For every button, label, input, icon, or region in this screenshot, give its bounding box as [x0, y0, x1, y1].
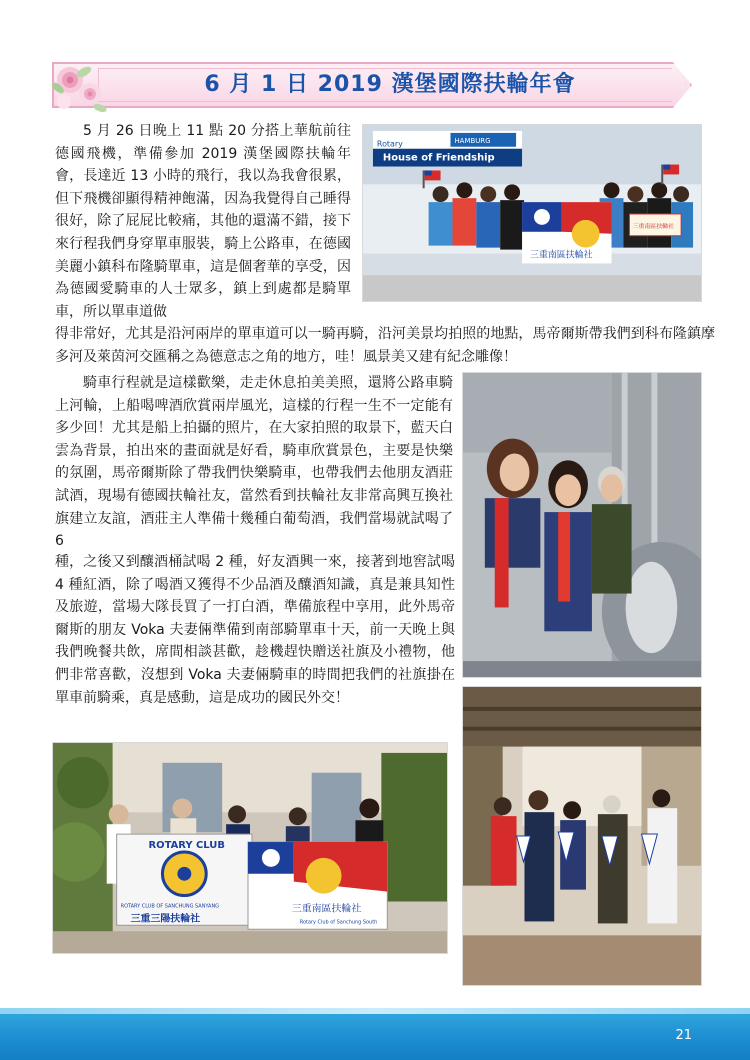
sign-hamburg: HAMBURG: [454, 136, 491, 145]
ph3-banner-left-top: ROTARY CLUB: [148, 840, 225, 851]
sign-house-of-friendship: House of Friendship: [382, 152, 495, 164]
ph1-banner-text: 三重南區扶輪社: [530, 250, 593, 261]
photo-winery-tasting: [462, 372, 702, 678]
paragraph-1-full: 得非常好，尤其是沿河兩岸的單車道可以一騎再騎，沿河美景均拍照的地點，馬帝爾斯帶我們到科布隆鎮摩多河及萊茵河交匯稱之為德意志之角的地方，哇！風景美又建有紀念雕像！: [55, 326, 715, 365]
ph1-small-sign: 三重南區扶輪社: [632, 222, 675, 230]
sanchung-sanyang-banner: [117, 834, 252, 925]
ph3-banner-right-small: Rotary Club of Sanchung South: [299, 919, 378, 926]
paragraph-3: 種，之後又到釀酒桶試喝 2 種，好友酒興一來，接著到地窖試喝 4 種紅酒，除了喝酒又獲得不少品酒及釀酒知識，真是兼具知性及旅遊，當場大隊長買了一打白酒，準備旅程中享用，此外馬帝爾斯的朋友 Voka 夫妻倆準備到南部騎單車十天，前一天晚上與我們晚餐共飲，席間相談甚歡，趁機趕快贈送社旗及小禮物，他們非常喜歡，沒想到 Voka 夫妻倆騎車的時間把我們的社旗掛在單車前騎乘，真是感動，這是成功的國民外交！: [55, 554, 455, 706]
page-number: 21: [675, 1028, 692, 1043]
rotary-flag: [522, 202, 611, 263]
rose-decoration-icon: [50, 58, 110, 118]
paragraph-2: 騎車行程就是這樣歡樂，走走休息拍美美照，還將公路車騎上河輪，上船喝啤酒欣賞兩岸風光，這樣的行程一生不一定能有多少回！尤其是船上拍攝的照片，在大家拍照的取景下，藍天白雲為背景，拍出來的畫面就是好看，騎車欣賞景色，主要是快樂的氛圍，馬帝爾斯除了帶我們快樂騎車，也帶我們去他朋友酒莊試酒，現場有德國扶輪社友，當然看到扶輪社友非常高興互換社旗建立友誼，酒莊主人準備十幾種白葡萄酒，我們當場就試喝了 6: [55, 375, 453, 550]
ph3-banner-right: 三重南區扶輪社: [291, 903, 362, 915]
woman-center: [544, 460, 592, 631]
paragraph-1-wrap: 5 月 26 日晚上 11 點 20 分搭上華航前往德國飛機，準備參加 2019 漢堡國際扶輪年會，長達近 13 小時的飛行，我以為我會很累，但下飛機卻顯得精神飽滿，因為我覺得自己睡得很好，除了屁屁比較痛，其他的還滿不錯，接下來行程我們身穿單車服裝，騎上公路車，在德國美麗小鎮科布隆騎單車，這是個奢華的享受，因為德國愛騎車的人士眾多，鎮上到處都是騎單車，所以單車道做: [55, 123, 351, 320]
sanchung-south-banner: [248, 842, 387, 929]
footer-bar: [0, 1014, 750, 1060]
photo-flag-exchange-courtyard: [52, 742, 448, 954]
photo-pennant-exchange-pergola: [462, 686, 702, 986]
ph3-banner-left-mid: ROTARY CLUB OF SANCHUNG SANYANG: [120, 903, 220, 910]
ph3-banner-left-bottom: 三重三陽扶輪社: [130, 913, 201, 925]
sign-rotary: Rotary: [376, 139, 403, 149]
page-title: 6 月 1 日 2019 漢堡國際扶輪年會: [204, 72, 576, 97]
photo-house-of-friendship-group: [362, 124, 702, 302]
